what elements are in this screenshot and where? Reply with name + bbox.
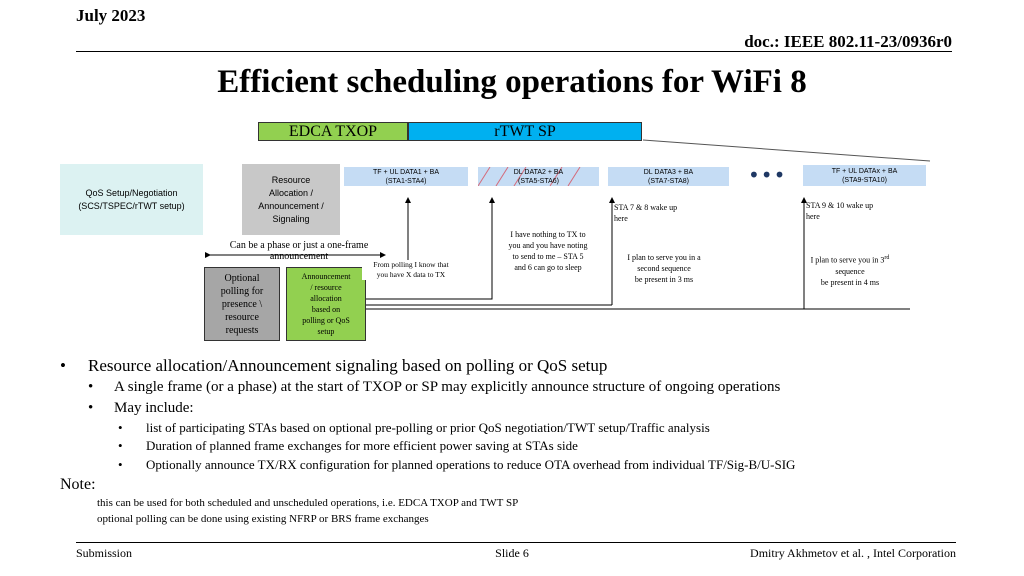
note-sta78-line2: here [614,214,628,223]
note-sta910-line1: STA 9 & 10 wake up [806,201,874,210]
announcement-line1: Announcement [301,272,351,281]
note-second-line1: I plan to serve you in a [627,253,701,262]
optional-polling-line4: resource [225,311,259,323]
note-sta78 [614,202,677,224]
note-nothing-line4: and 6 can go to sleep [514,263,582,272]
announcement-box [286,267,366,341]
qos-setup-line2: (SCS/TSPEC/rTWT setup) [78,200,185,211]
frame1-line2: (STA1-STA4) [385,177,427,185]
frame4-line1: TF + UL DATAx + BA [831,167,898,175]
frame2-line2: (STA5-STA6) [518,177,559,185]
announcement-line5: polling or QoS [302,316,350,325]
footer-right: Dmitry Akhmetov et al. , Intel Corporation [750,546,956,560]
rtwt-sp-bar: rTWT SP [408,122,642,141]
frame-box-4 [803,165,926,186]
frame1-line1: TF + UL DATA1 + BA [372,168,439,176]
note-second-sequence [616,252,712,285]
bullet-dot: • [118,420,123,435]
optional-polling-line3: presence \ [221,298,263,310]
bullet-dot: • [88,400,94,416]
header-date: July 2023 [76,6,146,25]
optional-polling-box [204,267,280,341]
bullet-subsub-1: list of participating STAs based on optional pre-polling or prior QoS negotiation/TWT setup/Traffic analysis [146,420,710,435]
note-sta78-line1: STA 7 & 8 wake up [614,203,678,212]
note-nothing [492,229,604,273]
note-third-sup: rd [884,255,890,261]
frame-box-1 [344,167,468,186]
phase-note: Can be a phase or just a one-frame announcement [229,240,369,262]
bullet-dot: • [118,457,123,472]
optional-polling-line5: requests [225,324,259,336]
note-nothing-line3: to send to me – STA 5 [512,252,584,261]
bullet-sub1: A single frame (or a phase) at the start of TXOP or SP may explicitly announce structure of ongoing operations [114,379,781,395]
note-nothing-line2: you and you have noting [508,241,588,250]
bullet-dot: • [118,438,123,453]
note-line-2: optional polling can be done using existing NFRP or BRS frame exchanges [97,513,429,525]
resource-alloc-line4: Signaling [272,213,310,224]
note-polling-line2: you have X data to TX [376,270,446,279]
bullet-subsub-2: Duration of planned frame exchanges for more efficient power saving at STAs side [146,438,578,453]
bullet-dot: • [88,379,94,395]
resource-allocation-box [242,164,340,235]
optional-polling-line1: Optional [224,272,260,284]
footer-slide-number: Slide 6 [495,546,529,560]
bullet-dot: • [60,356,66,375]
sp-span-line [643,140,930,161]
note-third-line3: be present in 4 ms [820,277,880,287]
note-third-sequence [802,253,898,288]
bullet-main: Resource allocation/Announcement signaling based on polling or QoS setup [88,356,608,375]
resource-alloc-line3: Announcement / [258,200,324,211]
edca-txop-bar: EDCA TXOP [258,122,408,141]
announcement-line6: setup [317,327,335,336]
qos-setup-box [60,164,203,235]
announcement-line3: allocation [310,294,342,303]
announcement-line2: / resource [310,283,342,292]
resource-alloc-line1: Resource [271,174,311,185]
note-third-text: I plan to serve you in 3 [810,255,885,265]
ellipsis-icon: ••• [748,163,787,187]
note-label: Note: [60,476,96,493]
frame2-line1: DL DATA2 + BA [513,168,564,176]
note-polling [362,260,460,280]
frame3-line2: (STA7-STA8) [648,177,689,185]
note-second-line2: second sequence [637,264,691,273]
frame4-line2: (STA9-STA10) [842,176,887,184]
header-doc-id: doc.: IEEE 802.11-23/0936r0 [744,32,952,51]
frame3-line1: DL DATA3 + BA [643,168,694,176]
footer-left: Submission [76,546,133,560]
note-second-line3: be present in 3 ms [634,275,694,284]
note-polling-line1: From polling I know that [373,260,449,269]
note-line-1: this can be used for both scheduled and unscheduled operations, i.e. EDCA TXOP and TWT SP [97,497,519,509]
frame-box-2 [478,167,599,186]
slide-title: Efficient scheduling operations for WiFi 8 [217,64,807,100]
frame-box-3 [608,167,729,186]
footer-rule [76,542,956,543]
note-third-line2: sequence [835,266,865,276]
announcement-line4: based on [311,305,341,314]
resource-alloc-line2: Allocation / [268,187,314,198]
note-nothing-line1: I have nothing to TX to [510,230,586,239]
note-sta910 [806,200,873,222]
optional-polling-line2: polling for [220,285,264,297]
qos-setup-line1: QoS Setup/Negotiation [85,187,178,198]
note-third-line1 [802,253,898,266]
bullet-sub2: May include: [114,400,194,416]
bullet-subsub-3: Optionally announce TX/RX configuration for planned operations to reduce OTA overhead from individual TF/Sig-B/U-SIG [146,457,796,472]
note-sta910-line2: here [806,212,820,221]
